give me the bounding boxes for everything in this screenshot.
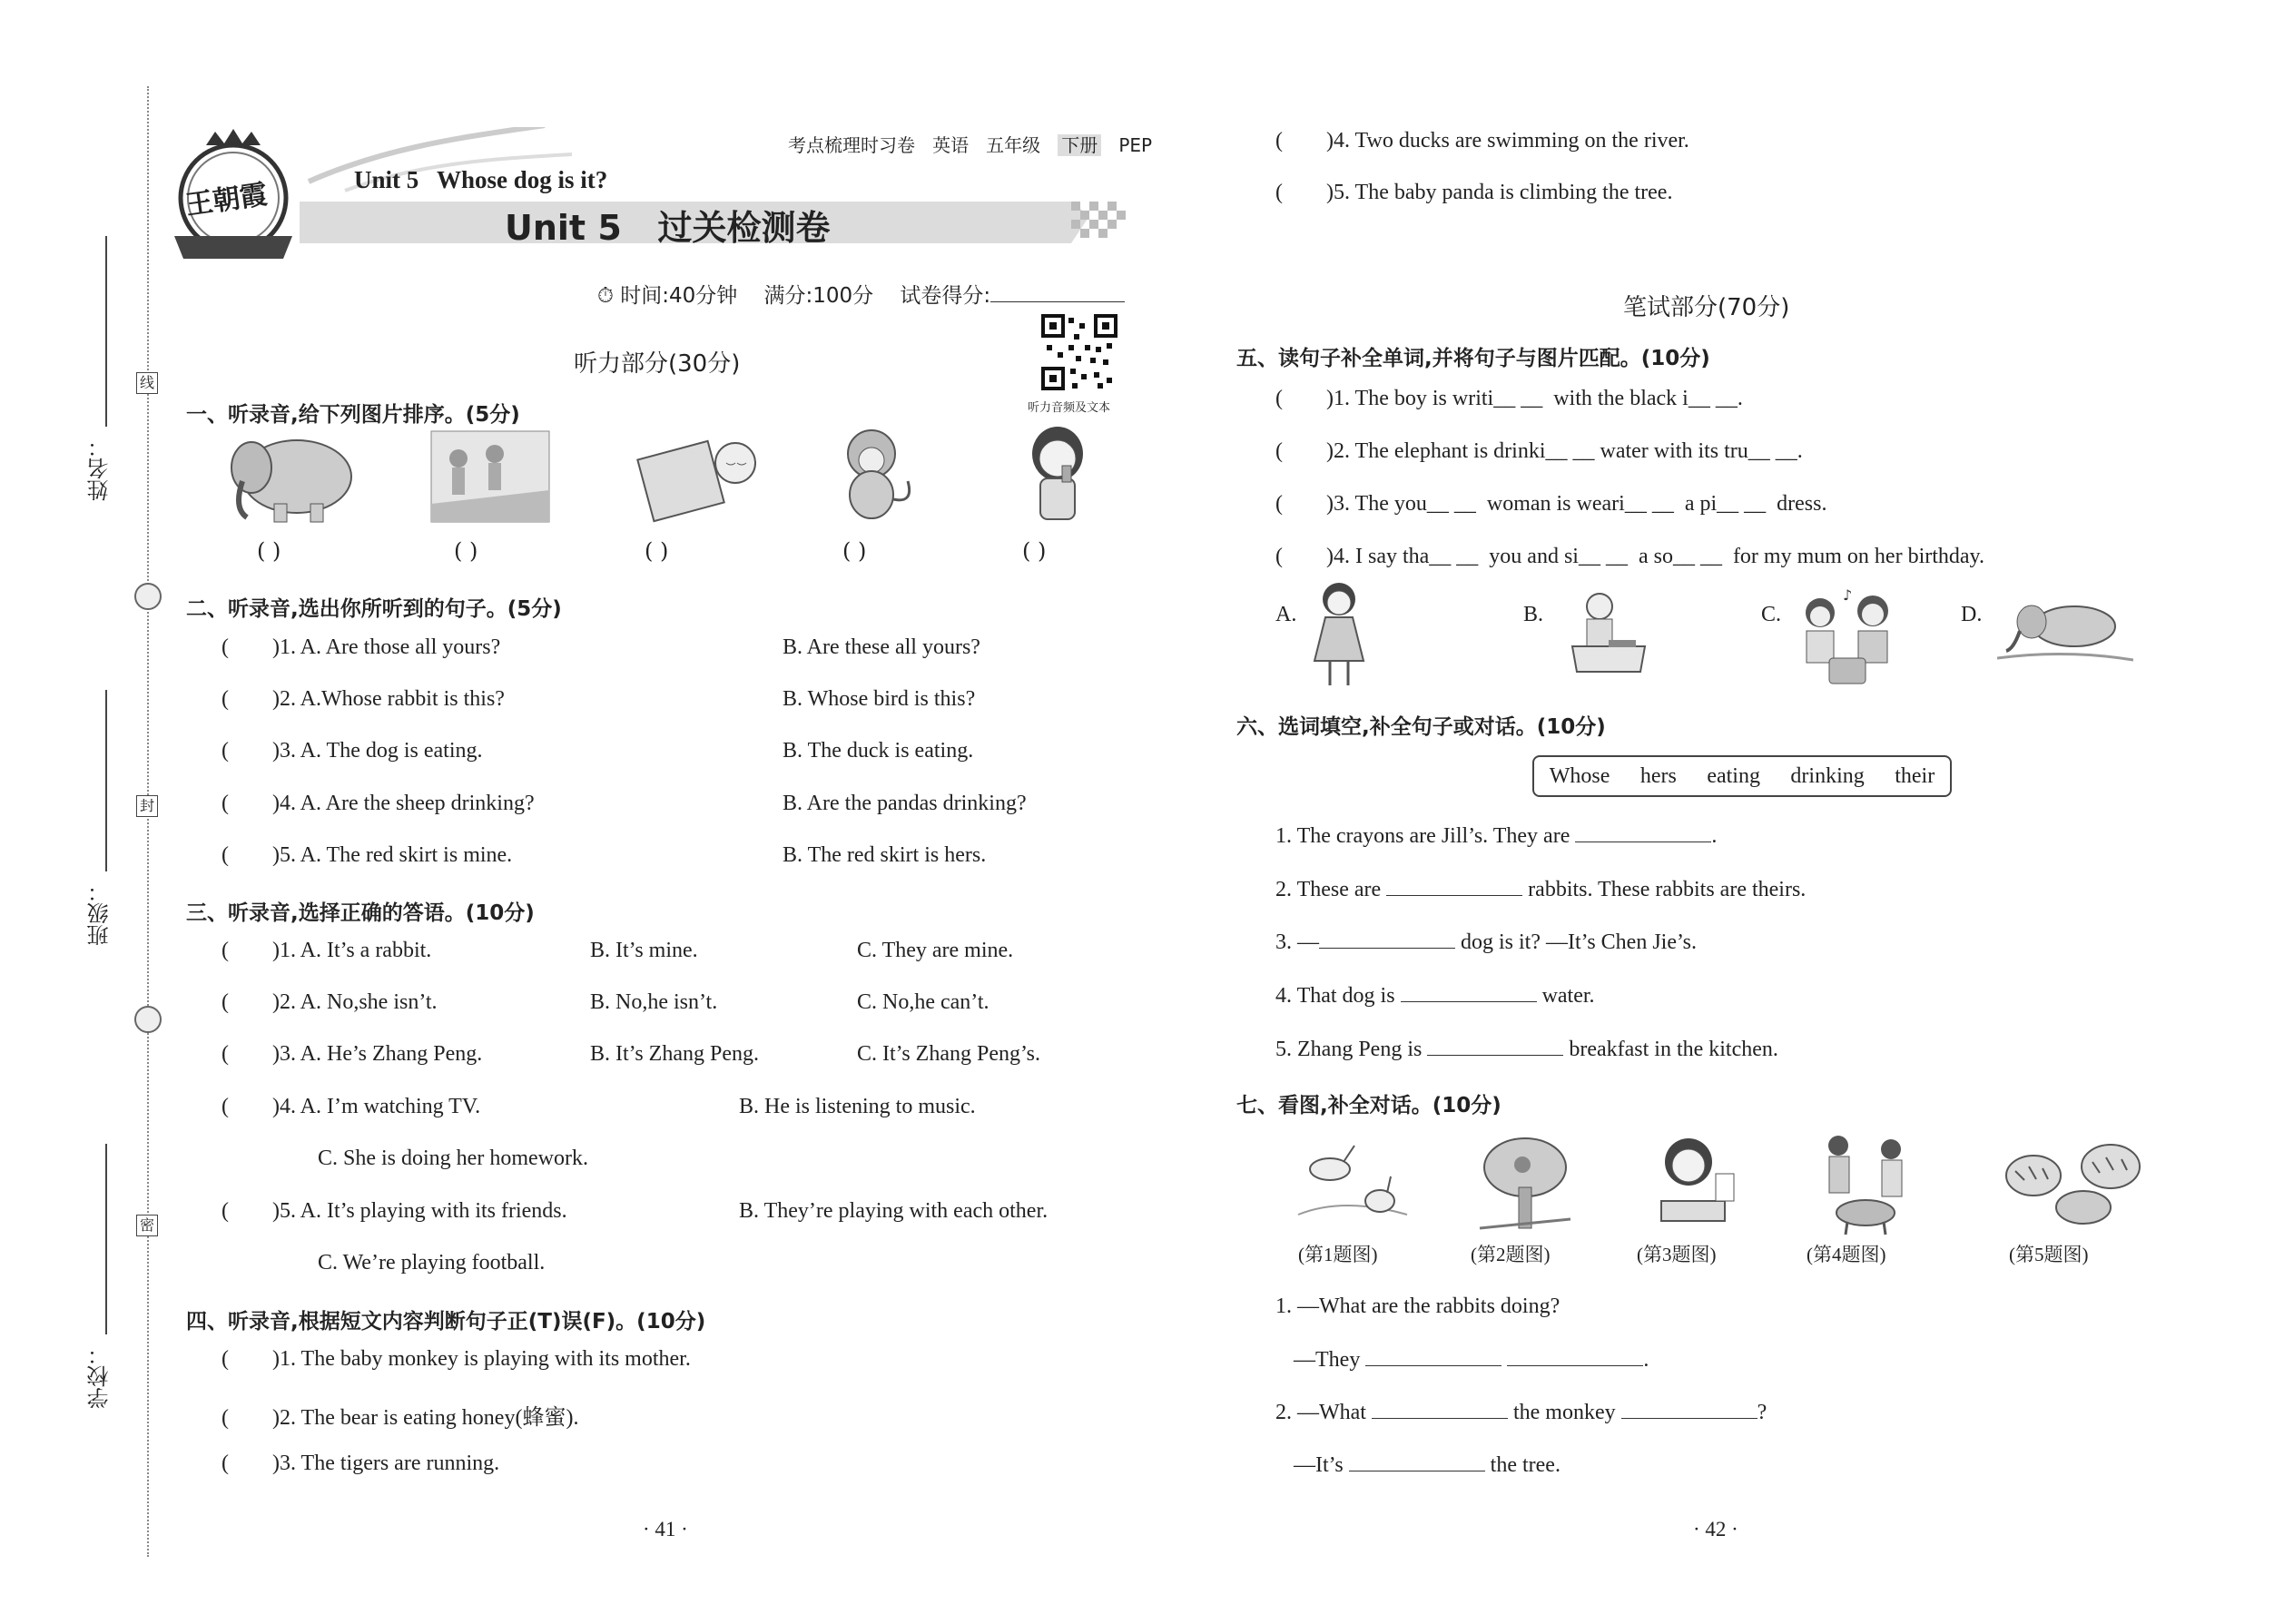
binding-knot-icon (134, 583, 162, 610)
s3-q3-a: ( )3. A. He’s Zhang Peng. (222, 1042, 483, 1066)
s3-q5-a: ( )5. A. It’s playing with its friends. (222, 1199, 567, 1223)
section-2-title: 二、听录音,选出你所听到的句子。(5分) (186, 597, 562, 621)
s7-q1: 1. —What are the rabbits doing? (1275, 1294, 1561, 1318)
s7-q2-mid: the monkey (1512, 1401, 1616, 1424)
s6-q3-text: 3. — (1275, 930, 1319, 954)
s6-q4-text: 4. That dog is (1275, 984, 1395, 1008)
s6-q1-text: 1. The crayons are Jill’s. They are (1275, 824, 1570, 848)
s6-q1 (1275, 823, 1717, 849)
clock-icon: ⏱ (597, 284, 614, 308)
name-label: 姓名： (87, 436, 113, 501)
elephant-picture (211, 427, 374, 527)
s6-q4-end: water. (1541, 984, 1595, 1008)
s7-caption-2: (第2题图) (1471, 1244, 1551, 1265)
s3-q2-a: ( )2. A. No,she isn’t. (222, 990, 438, 1014)
s6-q5-text: 5. Zhang Peng is (1275, 1038, 1423, 1061)
school-underline (105, 1144, 107, 1334)
binding-dotted-line (147, 86, 149, 1557)
s6-q2-end: rabbits. These rabbits are theirs. (1528, 878, 1807, 901)
word-bank-item: hers (1639, 764, 1677, 788)
s3-q2-b: B. No,he isn’t. (590, 990, 718, 1014)
section-3-title: 三、听录音,选择正确的答语。(10分) (186, 901, 535, 925)
s6-q1-blank[interactable] (1575, 823, 1711, 842)
s7-caption-1: (第1题图) (1298, 1244, 1378, 1265)
monkey-eating-picture (828, 422, 919, 527)
baby-sleeping-picture (635, 427, 763, 527)
tigers-playing-picture (1993, 1139, 2156, 1230)
page-number-left: · 41 · (643, 1518, 688, 1540)
s6-q4-blank[interactable] (1401, 983, 1537, 1002)
header-meta (788, 131, 1152, 157)
s6-q5-blank[interactable] (1427, 1037, 1563, 1056)
svg-text:♪: ♪ (1843, 586, 1853, 604)
s6-q3-end: dog is it? —It’s Chen Jie’s. (1461, 930, 1697, 954)
edition-label: PEP (1118, 134, 1153, 156)
s5-option-c-label: C. (1761, 603, 1782, 626)
binding-knot-icon (134, 1006, 162, 1033)
s7-a1-blank-2[interactable] (1507, 1347, 1643, 1366)
s3-q4-b: B. He is listening to music. (739, 1095, 976, 1118)
s5-option-a-label: A. (1275, 603, 1297, 626)
qr-caption: 听力音频及文本 (1028, 401, 1111, 415)
exam-info (597, 279, 1125, 309)
word-bank-box (1532, 755, 1952, 797)
elephant-drinking-picture (1997, 595, 2133, 667)
s4-q3: ( )3. The tigers are running. (222, 1452, 500, 1475)
s5-option-b-label: B. (1523, 603, 1544, 626)
s2-q5-a: ( )5. A. The red skirt is mine. (222, 843, 513, 867)
s7-q2 (1275, 1400, 1767, 1425)
volume-label: 下册 (1058, 134, 1101, 156)
pic-order-blank-1[interactable]: ( ) (257, 538, 281, 564)
s2-q3-b: B. The duck is eating. (783, 739, 974, 763)
s2-q1-b: B. Are these all yours? (783, 635, 980, 659)
s2-q4-b: B. Are the pandas drinking? (783, 792, 1027, 815)
listening-title: 听力部分(30分) (574, 350, 741, 378)
s7-a2-text: —It’s (1294, 1453, 1344, 1477)
s7-a2-end: the tree. (1490, 1453, 1561, 1477)
word-bank-item: drinking (1790, 764, 1865, 788)
girl-drinking-picture (1017, 422, 1098, 527)
s3-q2-c: C. No,he can’t. (857, 990, 989, 1014)
unit-subtitle: Unit 5 Whose dog is it? (354, 166, 608, 193)
boy-writing-picture (1554, 590, 1654, 681)
school-label: 学校： (87, 1343, 113, 1409)
s3-q4-c: C. She is doing her homework. (318, 1147, 588, 1170)
exam-info-text: 时间:40分钟 满分:100分 试卷得分: (620, 284, 991, 308)
s2-q1-a: ( )1. A. Are those all yours? (222, 635, 501, 659)
s3-q5-c: C. We’re playing football. (318, 1251, 546, 1275)
s7-a1: —They . (1294, 1348, 1649, 1372)
grade-label: 五年级 (986, 134, 1041, 156)
word-bank-item: Whose (1549, 764, 1610, 788)
s6-q2 (1275, 877, 1806, 902)
s6-q5-end: breakfast in the kitchen. (1569, 1038, 1778, 1061)
s6-q2-blank[interactable] (1386, 877, 1522, 896)
section-5-title: 五、读句子补全单词,并将句子与图片匹配。(10分) (1236, 347, 1710, 370)
pic-order-blank-3[interactable]: ( ) (645, 538, 669, 564)
section-6-title: 六、选词填空,补全句子或对话。(10分) (1236, 715, 1606, 739)
class-underline (105, 690, 107, 871)
s6-q5 (1275, 1037, 1778, 1062)
s4-q1: ( )1. The baby monkey is playing with its mother. (222, 1347, 691, 1371)
s6-q3 (1275, 930, 1697, 955)
name-underline (105, 236, 107, 427)
s4-q2: ( )2. The bear is eating honey(蜂蜜). (222, 1406, 579, 1430)
s2-q4-a: ( )4. A. Are the sheep drinking? (222, 792, 535, 815)
s5-q3: ( )3. The you__ __ woman is weari__ __ a pi__ __ dress. (1275, 492, 1827, 516)
pic-order-blank-2[interactable]: ( ) (454, 538, 478, 564)
s7-q2-blank-2[interactable] (1621, 1400, 1757, 1419)
s5-q2: ( )2. The elephant is drinki__ __ water with its tru__ __. (1275, 439, 1803, 463)
s7-a2 (1294, 1452, 1561, 1478)
s2-q3-a: ( )3. A. The dog is eating. (222, 739, 483, 763)
s3-q4-a: ( )4. A. I’m watching TV. (222, 1095, 481, 1118)
writing-title: 笔试部分(70分) (1623, 294, 1790, 321)
score-blank (990, 283, 1125, 302)
s7-a1-blank-1[interactable] (1365, 1347, 1501, 1366)
s7-a1-text: —They (1294, 1348, 1361, 1372)
seal-char-secret: 密 (136, 1215, 158, 1236)
s3-q1-b: B. It’s mine. (590, 939, 698, 962)
girl-drawing-picture (1643, 1133, 1743, 1233)
page-title: Unit 5 过关检测卷 (505, 208, 831, 248)
rabbits-jumping-picture (1289, 1133, 1416, 1233)
s2-q2-a: ( )2. A.Whose rabbit is this? (222, 687, 505, 711)
s4-q4: ( )4. Two ducks are swimming on the river. (1275, 129, 1689, 153)
class-label: 班级： (87, 881, 113, 946)
page-number-right: · 42 · (1693, 1518, 1738, 1540)
word-bank-item: their (1895, 764, 1935, 788)
s3-q3-c: C. It’s Zhang Peng’s. (857, 1042, 1040, 1066)
series-label: 考点梳理时习卷 (788, 134, 915, 156)
s7-a2-blank[interactable] (1349, 1452, 1485, 1471)
girl-in-dress-picture (1307, 581, 1371, 690)
s2-q5-b: B. The red skirt is hers. (783, 843, 987, 867)
s3-q3-b: B. It’s Zhang Peng. (590, 1042, 759, 1066)
s7-q2-text: 2. —What (1275, 1401, 1366, 1424)
monkey-in-tree-picture (1475, 1133, 1575, 1233)
pic-order-blank-5[interactable]: ( ) (1022, 538, 1047, 564)
children-playing-picture (427, 427, 554, 527)
pic-order-blank-4[interactable]: ( ) (842, 538, 867, 564)
section-1-title: 一、听录音,给下列图片排序。(5分) (186, 403, 520, 427)
s5-q1: ( )1. The boy is writi__ __ with the black i__ __. (1275, 387, 1743, 410)
birthday-singing-picture (1793, 586, 1902, 694)
seal-char-line: 线 (136, 372, 158, 394)
s6-q2-text: 2. These are (1275, 878, 1382, 901)
s7-q2-end: ? (1757, 1401, 1767, 1424)
word-bank-item: eating (1707, 764, 1760, 788)
section-7-title: 七、看图,补全对话。(10分) (1236, 1094, 1501, 1117)
s6-q3-blank[interactable] (1319, 930, 1455, 949)
s3-q5-b: B. They’re playing with each other. (739, 1199, 1049, 1223)
section-4-title: 四、听录音,根据短文内容判断句子正(T)误(F)。(10分) (186, 1310, 706, 1334)
seal-char-seal: 封 (136, 795, 158, 817)
s7-caption-4: (第4题图) (1807, 1244, 1886, 1265)
logo-text: 王朝霞 (183, 179, 270, 221)
s4-q5: ( )5. The baby panda is climbing the tree. (1275, 181, 1673, 204)
s2-q2-b: B. Whose bird is this? (783, 687, 976, 711)
s7-q2-blank-1[interactable] (1372, 1400, 1508, 1419)
s6-q4 (1275, 983, 1595, 1009)
s6-q1-end: . (1711, 824, 1718, 848)
s7-caption-5: (第5题图) (2009, 1244, 2089, 1265)
s5-option-d-label: D. (1961, 603, 1983, 626)
qr-code-icon (1039, 312, 1119, 392)
s7-caption-3: (第3题图) (1637, 1244, 1717, 1265)
s3-q1-a: ( )1. A. It’s a rabbit. (222, 939, 432, 962)
s3-q1-c: C. They are mine. (857, 939, 1014, 962)
family-with-dog-picture (1811, 1133, 1920, 1237)
s5-q4: ( )4. I say tha__ __ you and si__ __ a so__ __ for my mum on her birthday. (1275, 545, 1984, 568)
subject-label: 英语 (932, 134, 970, 156)
